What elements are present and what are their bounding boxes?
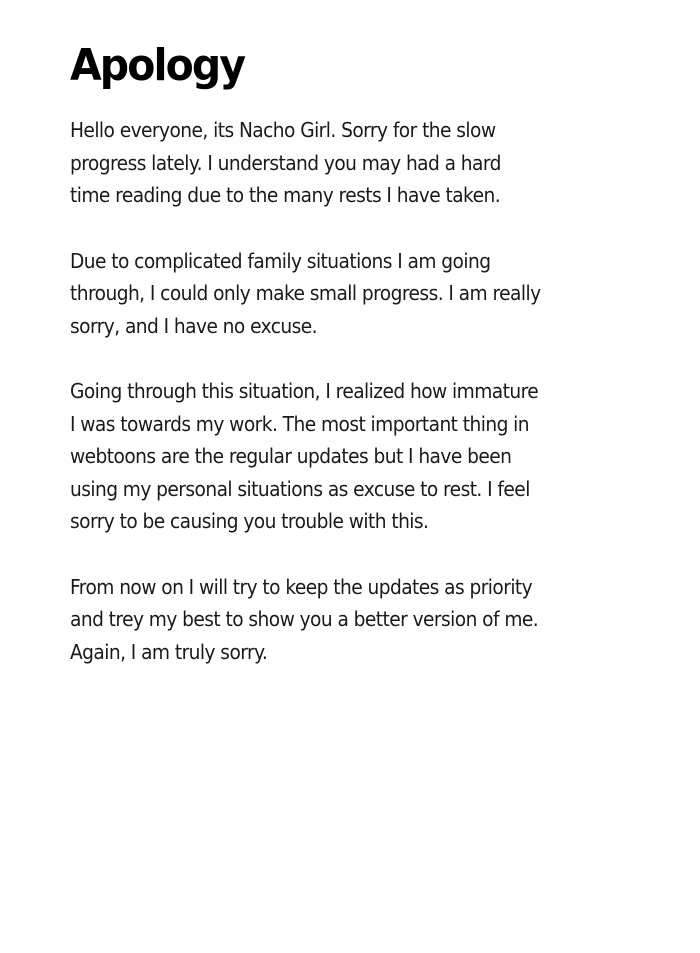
text-line: sorry, and I have no excuse. xyxy=(70,313,318,338)
text-line: Again, I am truly sorry. xyxy=(70,639,268,664)
text-line: and trey my best to show you a better version of me. xyxy=(70,607,539,631)
text-line: through, I could only make small progress. I am really xyxy=(70,281,541,305)
text-line: From now on I will try to keep the updates as priority xyxy=(70,574,533,599)
text-line: Going through this situation, I realized how immature xyxy=(70,379,539,403)
text-line: time reading due to the many rests I have taken. xyxy=(70,183,501,207)
text-line: webtoons are the regular updates but I have been xyxy=(70,444,512,468)
paragraph-3 xyxy=(70,375,670,538)
text-line: sorry to be causing you trouble with this. xyxy=(70,509,429,533)
paragraph-1 xyxy=(70,114,670,212)
text-line: I was towards my work. The most important thing in xyxy=(70,411,530,436)
page-title: Apology xyxy=(70,40,245,91)
paragraph-4 xyxy=(70,571,670,669)
text-line: progress lately. I understand you may had a hard xyxy=(70,150,501,175)
text-line: Due to complicated family situations I am going xyxy=(70,248,491,273)
text-line: Hello everyone, its Nacho Girl. Sorry for the slow xyxy=(70,118,496,142)
apology-body xyxy=(70,114,670,701)
paragraph-2 xyxy=(70,245,670,343)
text-line: using my personal situations as excuse to rest. I feel xyxy=(70,476,530,501)
